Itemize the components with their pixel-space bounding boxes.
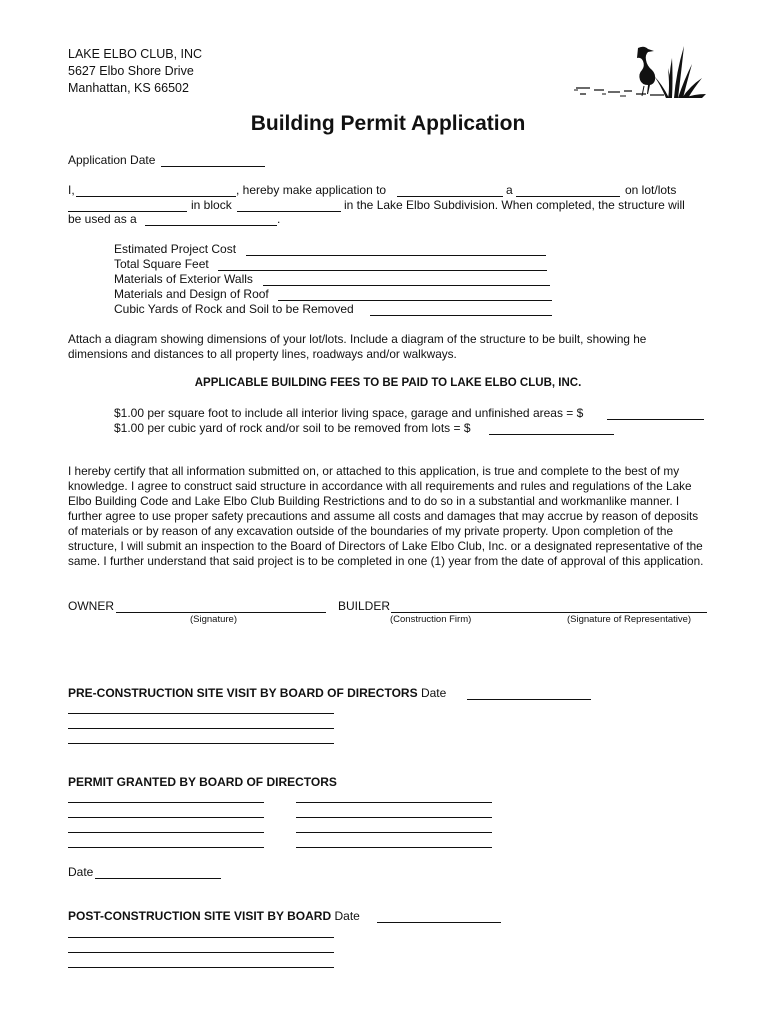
permit-signature-line-left[interactable] [68,847,264,848]
project-cost-field[interactable] [246,255,546,256]
certification-text: I hereby certify that all information submitted on, or attached to this application, is true and complete to the best of my knowledge. I agree to construct said structure in accordance with all requirements and rules and regulations of the Lake Elbo Building Code and Lake Elbo Club Building Restrictions and to do so in a substantial and workmanlike manner. I further agree to use proper safety precautions and assume all costs and damages that may accrue by reason of deposits of materials or by reason of any excavation outside of the boundaries of my private property. Upon completion of the structure, I will submit an inspection to the Board of Directors of Lake Elbo Club, Inc. or a designated representative of the same. I further understand that said project is to be completed in one (1) year from the date of approval of this application. [68,464,704,568]
block-number-field[interactable] [237,211,341,212]
application-date-label: Application Date [68,153,156,167]
owner-label: OWNER [68,599,114,613]
post-construction-heading: POST-CONSTRUCTION SITE VISIT BY BOARD [68,909,332,923]
permit-granted-heading: PERMIT GRANTED BY BOARD OF DIRECTORS [68,775,337,789]
intro-i: I, [68,183,75,197]
address-line-1: 5627 Elbo Shore Drive [68,64,194,78]
intro-in-block: in block [191,198,232,212]
square-foot-fee-field[interactable] [607,419,704,420]
structure-type-field[interactable] [516,196,620,197]
intro-period: . [277,212,281,226]
cubic-yard-fee-field[interactable] [489,434,614,435]
signature-caption: (Signature) [190,614,237,625]
permit-date-field[interactable] [95,878,221,879]
pre-construction-signature-line[interactable] [68,713,334,714]
intro-subdivision: in the Lake Elbo Subdivision. When completed, the structure will [344,198,685,212]
project-field-label: Materials and Design of Roof [114,287,269,301]
pre-construction-heading: PRE-CONSTRUCTION SITE VISIT BY BOARD OF DIRECTORS [68,686,418,700]
pre-construction-signature-line[interactable] [68,743,334,744]
builder-signature-field[interactable] [391,612,707,613]
pre-construction-date-field[interactable] [467,699,591,700]
pre-construction-section [68,686,446,700]
post-construction-signature-line[interactable] [68,937,334,938]
roof-design-field[interactable] [278,300,552,301]
project-field-label: Total Square Feet [114,257,209,271]
intro-a: a [506,183,513,197]
org-name: LAKE ELBO CLUB, INC [68,47,203,61]
applicant-name-field[interactable] [76,196,236,197]
permit-signature-line-right[interactable] [296,802,492,803]
project-field-label: Cubic Yards of Rock and Soil to be Removed [114,302,354,316]
pre-construction-date-label: Date [420,686,447,700]
post-construction-signature-line[interactable] [68,952,334,953]
apply-to-field[interactable] [397,196,503,197]
address-line-2: Manhattan, KS 66502 [68,81,189,95]
post-construction-date-label: Date [334,909,360,923]
permit-signature-line-left[interactable] [68,817,264,818]
builder-label: BUILDER [338,599,391,613]
application-date-field[interactable] [161,166,265,167]
pre-construction-signature-line[interactable] [68,728,334,729]
cubic-yards-field[interactable] [370,315,552,316]
construction-firm-caption: (Construction Firm) [390,614,472,625]
post-construction-section [68,909,360,923]
intro-hereby: , hereby make application to [236,183,387,197]
intro-used-as: be used as a [68,212,137,226]
exterior-walls-field[interactable] [263,285,550,286]
post-construction-date-field[interactable] [377,922,501,923]
fee-line-cubic-yard: $1.00 per cubic yard of rock and/or soil to be removed from lots = $ [114,421,471,435]
permit-signature-line-right[interactable] [296,847,492,848]
page-title: Building Permit Application [250,112,526,135]
fees-heading: APPLICABLE BUILDING FEES TO BE PAID TO LAKE ELBO CLUB, INC. [194,377,582,389]
attach-diagram-text: Attach a diagram showing dimensions of your lot/lots. Include a diagram of the structure to be built, showing he dimensions and distances to all property lines, roadways and/or walkways. [68,332,647,361]
project-field-label: Materials of Exterior Walls [114,272,253,286]
intro-on-lot: on lot/lots [625,183,677,197]
fee-line-square-foot: $1.00 per square foot to include all interior living space, garage and unfinished areas = $ [114,406,584,420]
owner-signature-field[interactable] [116,612,326,613]
representative-caption: (Signature of Representative) [567,614,692,625]
structure-use-field[interactable] [145,225,277,226]
permit-signature-line-left[interactable] [68,832,264,833]
permit-date-label: Date [68,865,94,879]
project-field-label: Estimated Project Cost [114,242,237,256]
permit-signature-line-right[interactable] [296,817,492,818]
square-feet-field[interactable] [218,270,547,271]
post-construction-signature-line[interactable] [68,967,334,968]
permit-signature-line-right[interactable] [296,832,492,833]
permit-signature-line-left[interactable] [68,802,264,803]
heron-reeds-logo [572,40,707,100]
